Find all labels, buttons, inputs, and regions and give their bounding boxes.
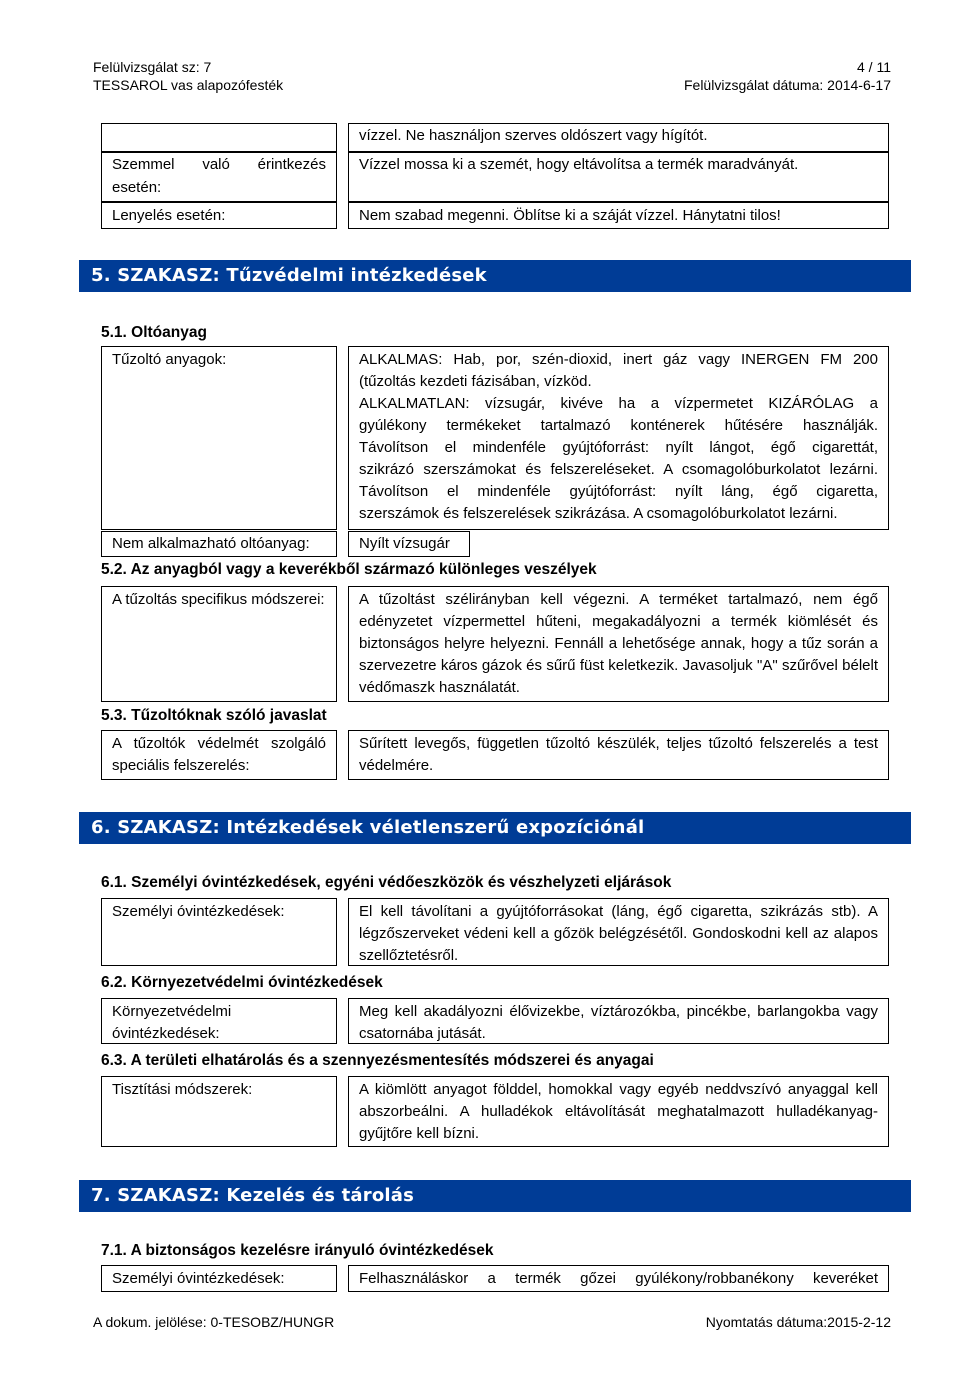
section-7-title: 7. SZAKASZ: Kezelés és tárolás [91, 1185, 415, 1206]
first-aid-text: vízzel. Ne használjon szerves oldószert vagy hígítót. [359, 127, 708, 144]
environmental-precautions-label: Környezetvédelmi óvintézkedések: [112, 1003, 232, 1042]
ingestion-value: Nem szabad megenni. Öblítse ki a száját vízzel. Hánytatni tilos! [359, 207, 781, 224]
value-cell [348, 123, 889, 152]
extinguish-line: (tűzoltás kezdeti fázisában, vízköd. [359, 373, 592, 390]
cleaning-methods-value: A kiömlött anyagot földdel, homokkal vagy egyéb neddvszívó anyaggal kell abszorbeálni. A hulladékok eltávolítását meghatalmazott hulladékanyag-gyűjtőre kell bízni. [359, 1081, 878, 1142]
extinguish-line: szikrázó szerszámokat és felszereléseket. A csomagolóburkolatot lezárni. [359, 461, 878, 478]
page-header [93, 58, 891, 94]
environmental-precautions-value: Meg kell akadályozni élővizekbe, víztározókba, pincékbe, barlangokba vagy csatornába jutását. [359, 1003, 878, 1042]
label-cell [101, 1265, 337, 1292]
extinguish-line: gyúlékony termékeket tartalmazó konténerek hűtésére használják. [359, 417, 878, 434]
revision-date: Felülvizsgálat dátuma: 2014-6-17 [683, 77, 891, 93]
label-cell [101, 152, 337, 202]
value-cell [348, 531, 470, 557]
subsection-title: 6.2. Környezetvédelmi óvintézkedések [101, 974, 383, 991]
value-cell [348, 1265, 889, 1292]
page-footer [93, 1313, 891, 1331]
label-cell [101, 898, 337, 966]
protective-equipment-value: Sűrített levegős, független tűzoltó készülék, teljes tűzoltó felszerelés a test védelmére. [359, 735, 878, 774]
personal-precautions-label: Személyi óvintézkedések: [112, 903, 285, 920]
personal-precautions-value: El kell távolítani a gyújtóforrásokat (láng, égő cigaretta, szikrázás stb). A légzőszerveket védeni kell a gőzök belégzésétől. Gondoskodni kell az alapos szellőztetésről. [359, 903, 878, 964]
product-name: TESSAROL vas alapozófesték [93, 77, 284, 93]
value-cell [348, 346, 889, 530]
label-cell [101, 1076, 337, 1147]
value-cell [348, 586, 889, 702]
handling-precautions-value: Felhasználáskor a termék gőzei gyúlékony/robbanékony keveréket [359, 1270, 878, 1287]
extinguish-line: szerszámok és felszerelések szikrázása. A csomagolóburkolatot lezárni. [359, 505, 838, 522]
subsection-title: 6.3. A területi elhatárolás és a szennyezésmentesítés módszerei és anyagai [101, 1052, 654, 1069]
page-number: 4 / 11 [857, 59, 891, 75]
label-cell [101, 346, 337, 530]
section-6-banner [79, 812, 911, 844]
unsuitable-media-label: Nem alkalmazható oltóanyag: [112, 535, 310, 552]
value-cell [348, 152, 889, 202]
label-cell [101, 202, 337, 229]
revision-number: Felülvizsgálat sz: 7 [93, 59, 212, 75]
unsuitable-media-value: Nyílt vízsugár [359, 535, 450, 552]
value-cell [348, 898, 889, 966]
subsection-title: 7.1. A biztonságos kezelésre irányuló óvintézkedések [101, 1242, 494, 1259]
extinguish-line: ALKALMATLAN: vízsugár, kivéve ha a vízpermetet KIZÁRÓLAG a [359, 395, 878, 412]
section-7-banner [79, 1180, 911, 1212]
subsection-title: 6.1. Személyi óvintézkedések, egyéni védőeszközök és vészhelyzeti eljárások [101, 874, 672, 891]
ingestion-label: Lenyelés esetén: [112, 207, 226, 224]
value-cell [348, 730, 889, 780]
print-date: Nyomtatás dátuma:2015-2-12 [705, 1314, 891, 1330]
subsection-title: 5.1. Oltóanyag [101, 324, 207, 341]
extinguishing-media-label: Tűzoltó anyagok: [112, 351, 227, 368]
eye-contact-label: Szemmel való érintkezés esetén: [112, 156, 326, 196]
eye-contact-value: Vízzel mossa ki a szemét, hogy eltávolítsa a termék maradványát. [359, 156, 799, 173]
subsection-title: 5.2. Az anyagból vagy a keverékből származó különleges veszélyek [101, 561, 597, 578]
section-6-title: 6. SZAKASZ: Intézkedések véletlenszerű expozíciónál [91, 817, 645, 838]
handling-precautions-label: Személyi óvintézkedések: [112, 1270, 285, 1287]
specific-methods-value: A tűzoltást szélirányban kell végezni. A terméket tartalmazó, nem égő edényzetet vízpermettel hűteni, megakadályozni a termék kiömlését és biztonságos helyre helyezni. Fennáll a lehetősége annak, hogy a tűz során a szervezetre káros gázok és sűrű füst keletkezik. Javasoljuk "A" szűrővel bélelt védőmaszk használatát. [359, 591, 878, 696]
section-5-banner [79, 260, 911, 292]
value-cell [348, 998, 889, 1044]
label-cell [101, 531, 337, 557]
document-id: A dokum. jelölése: 0-TESOBZ/HUNGR [93, 1314, 335, 1330]
subsection-title: 5.3. Tűzoltóknak szóló javaslat [101, 707, 327, 724]
label-cell [101, 586, 337, 702]
label-cell-empty [101, 123, 337, 152]
extinguish-line: Távolítson el mindenféle gyújtóforrást: nyílt láng, égő cigaretta, [359, 483, 878, 500]
extinguish-line: ALKALMAS: Hab, por, szén-dioxid, inert gáz vagy INERGEN FM 200 [359, 351, 878, 368]
cleaning-methods-label: Tisztítási módszerek: [112, 1081, 253, 1098]
extinguish-line: Távolítson el mindenféle gyújtóforrást: nyílt lángot, égő cigarettát, [359, 439, 878, 456]
value-cell [348, 202, 889, 229]
label-cell [101, 998, 337, 1044]
value-cell [348, 1076, 889, 1147]
section-5-title: 5. SZAKASZ: Tűzvédelmi intézkedések [91, 265, 487, 286]
specific-methods-label: A tűzoltás specifikus módszerei: [112, 591, 325, 608]
protective-equipment-label: A tűzoltók védelmét szolgáló speciális felszerelés: [112, 735, 326, 774]
label-cell [101, 730, 337, 780]
